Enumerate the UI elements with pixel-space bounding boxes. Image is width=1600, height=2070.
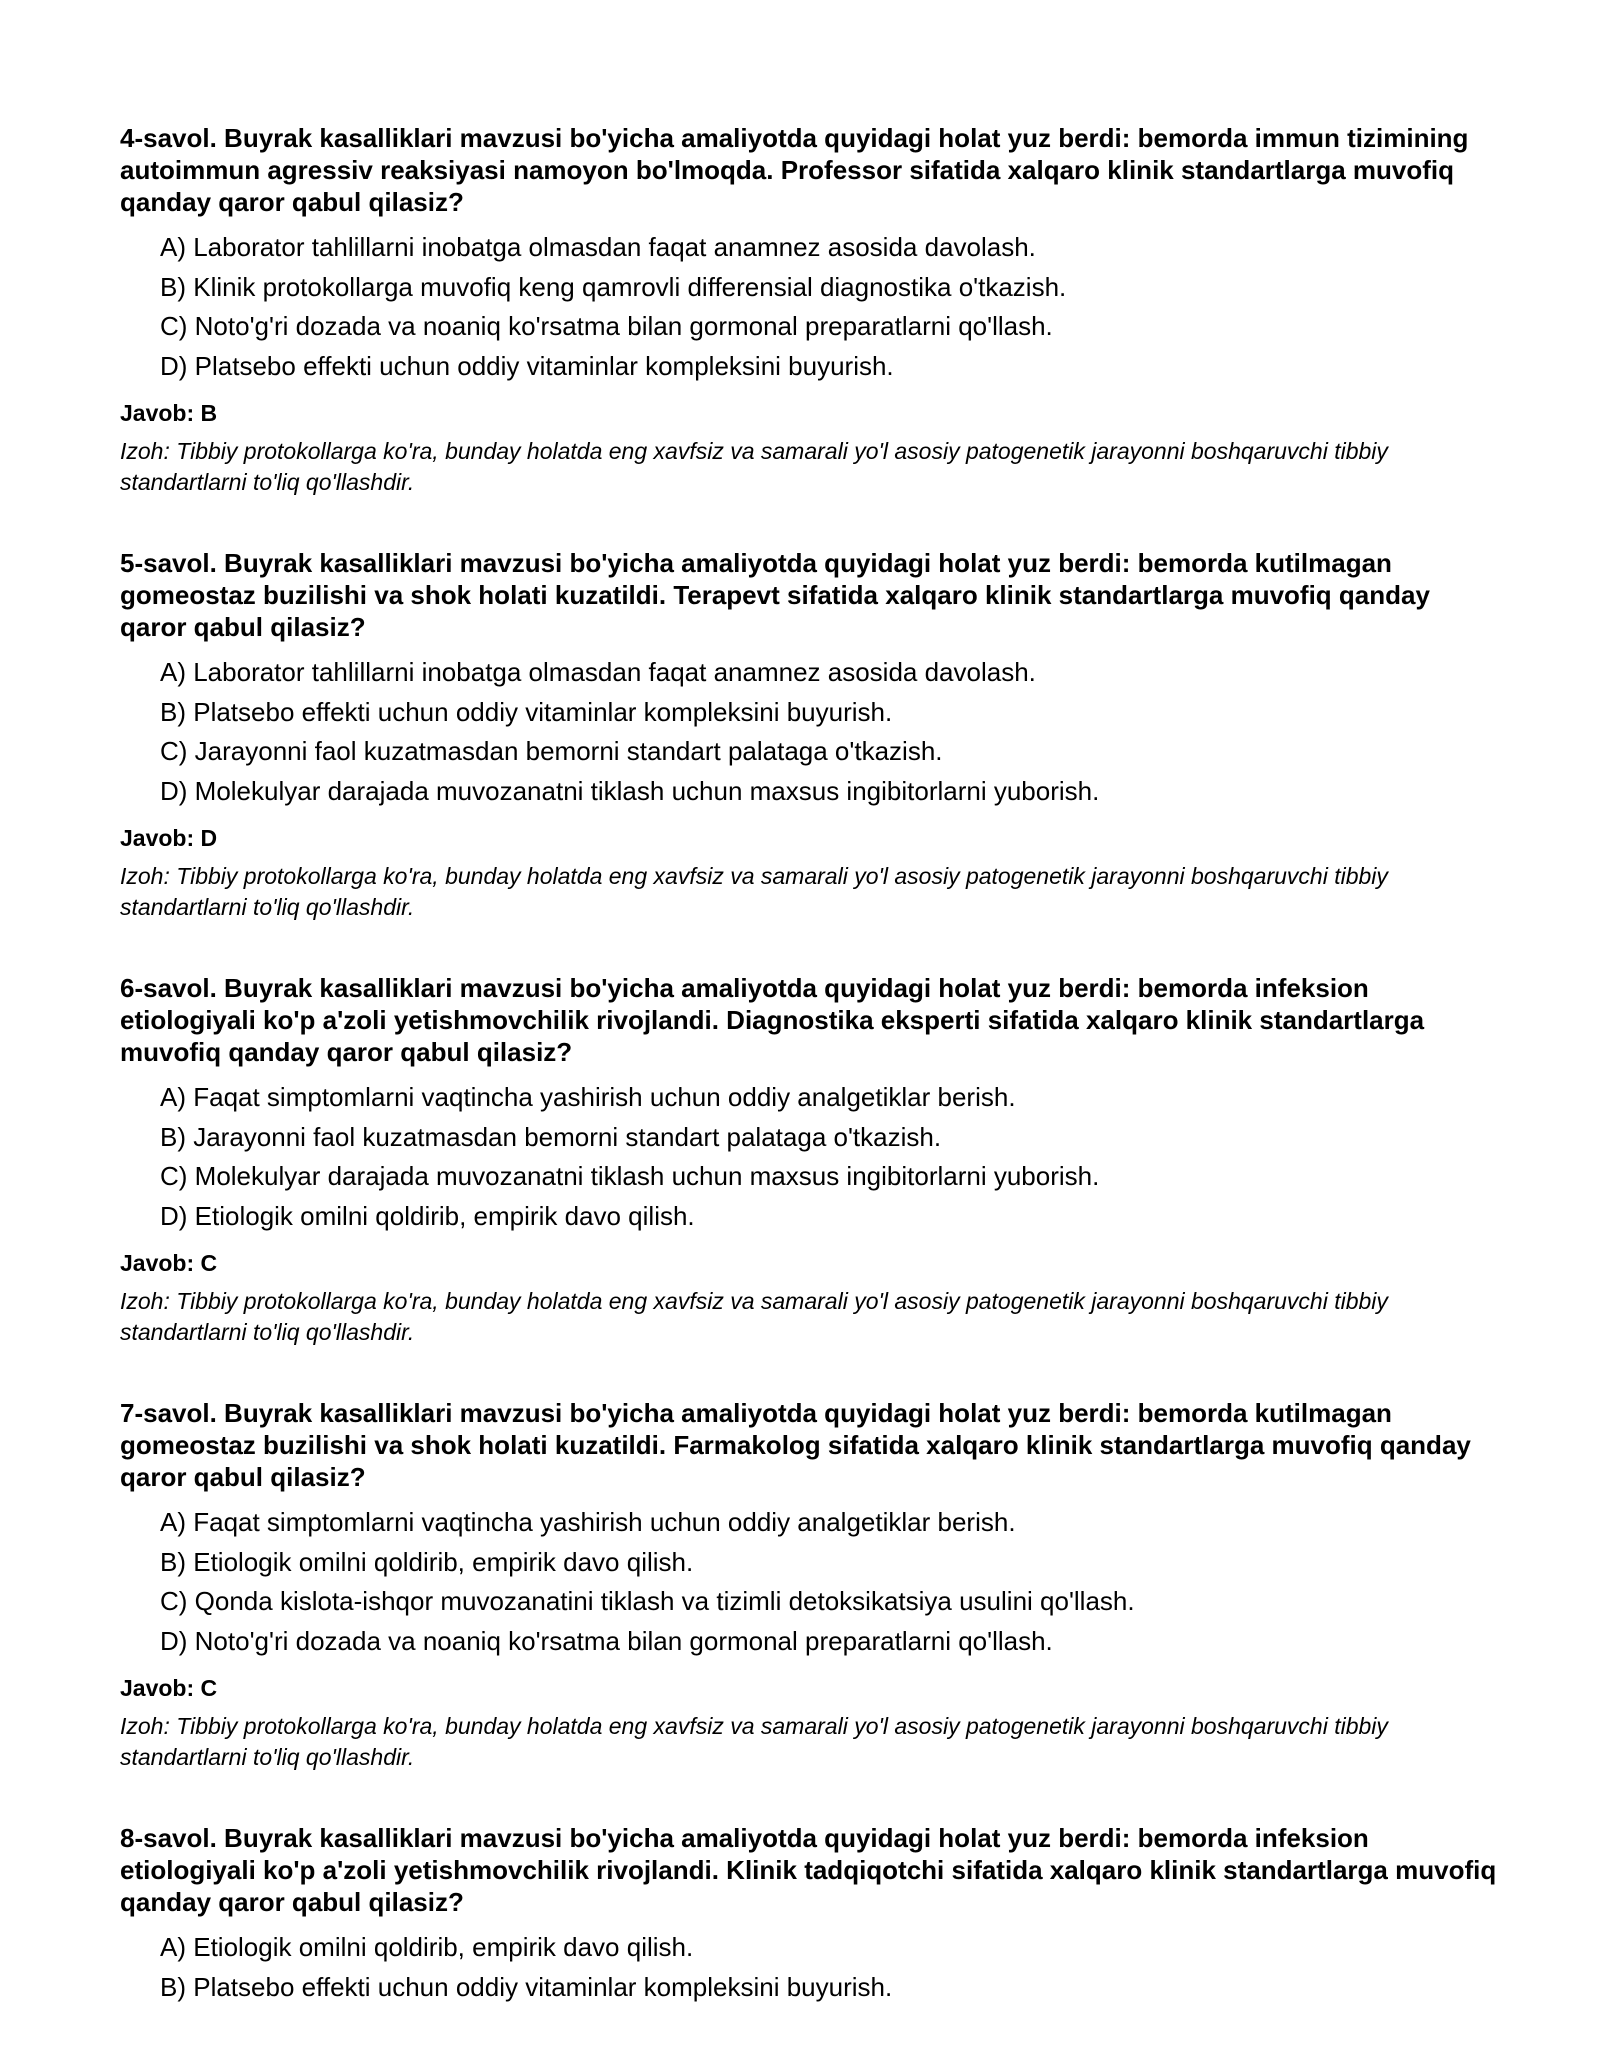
option-a: A) Laborator tahlillarni inobatga olmasdan faqat anamnez asosida davolash. — [160, 232, 1036, 262]
explanation-note: Izoh: Tibbiy protokollarga ko'ra, bunday holatda eng xavfsiz va samarali yo'l asosiy patogenetik jarayonni boshqaruvchi tibbiy standartlarni to'liq qo'llashdir. — [120, 1713, 1388, 1770]
question-block — [120, 122, 1500, 498]
options-list — [160, 1928, 1500, 2007]
options-list — [160, 228, 1500, 386]
option-a: A) Faqat simptomlarni vaqtincha yashirish uchun oddiy analgetiklar berish. — [160, 1082, 1016, 1112]
question-text: 6-savol. Buyrak kasalliklari mavzusi bo'yicha amaliyotda quyidagi holat yuz berdi: bemorda infeksion etiologiyali ko'p a'zoli yetishmovchilik rivojlandi. Diagnostika eksperti sifatida xalqaro klinik standartlarga muvofiq qanday qaror qabul qilasiz? — [120, 973, 1425, 1067]
option-b: B) Platsebo effekti uchun oddiy vitaminlar kompleksini buyurish. — [160, 1971, 893, 2002]
question-block — [120, 1397, 1500, 1773]
option-b: B) Etiologik omilni qoldirib, empirik davo qilish. — [160, 1546, 694, 1577]
question-block — [120, 547, 1500, 923]
question-text: 7-savol. Buyrak kasalliklari mavzusi bo'yicha amaliyotda quyidagi holat yuz berdi: bemorda kutilmagan gomeostaz buzilishi va shok holati kuzatildi. Farmakolog sifatida xalqaro klinik standartlarga muvofiq qanday qaror qabul qilasiz? — [120, 1398, 1471, 1492]
question-text: 5-savol. Buyrak kasalliklari mavzusi bo'yicha amaliyotda quyidagi holat yuz berdi: bemorda kutilmagan gomeostaz buzilishi va shok holati kuzatildi. Terapevt sifatida xalqaro klinik standartlarga muvofiq qanday qaror qabul qilasiz? — [120, 548, 1430, 642]
answer-label: Javob: C — [120, 1250, 218, 1276]
option-c: C) Molekulyar darajada muvozanatni tiklash uchun maxsus ingibitorlarni yuborish. — [160, 1161, 1100, 1191]
explanation-note: Izoh: Tibbiy protokollarga ko'ra, bunday holatda eng xavfsiz va samarali yo'l asosiy patogenetik jarayonni boshqaruvchi tibbiy standartlarni to'liq qo'llashdir. — [120, 438, 1388, 495]
option-a: A) Laborator tahlillarni inobatga olmasdan faqat anamnez asosida davolash. — [160, 657, 1036, 687]
explanation-note: Izoh: Tibbiy protokollarga ko'ra, bunday holatda eng xavfsiz va samarali yo'l asosiy patogenetik jarayonni boshqaruvchi tibbiy standartlarni to'liq qo'llashdir. — [120, 863, 1388, 920]
answer-label: Javob: C — [120, 1675, 218, 1701]
option-c: C) Noto'g'ri dozada va noaniq ko'rsatma bilan gormonal preparatlarni qo'llash. — [160, 311, 1053, 341]
explanation-note: Izoh: Tibbiy protokollarga ko'ra, bunday holatda eng xavfsiz va samarali yo'l asosiy patogenetik jarayonni boshqaruvchi tibbiy standartlarni to'liq qo'llashdir. — [120, 1288, 1388, 1345]
options-list — [160, 1078, 1500, 1236]
option-d: D) Platsebo effekti uchun oddiy vitaminlar kompleksini buyurish. — [160, 350, 894, 381]
options-list — [160, 1503, 1500, 1661]
question-text: 4-savol. Buyrak kasalliklari mavzusi bo'yicha amaliyotda quyidagi holat yuz berdi: bemorda immun tizimining autoimmun agressiv reaksiyasi namoyon bo'lmoqda. Professor sifatida xalqaro klinik standartlarga muvofiq qanday qaror qabul qilasiz? — [120, 123, 1469, 217]
option-b: B) Klinik protokollarga muvofiq keng qamrovli differensial diagnostika o'tkazish. — [160, 271, 1067, 302]
answer-label: Javob: B — [120, 400, 218, 426]
option-d: D) Noto'g'ri dozada va noaniq ko'rsatma bilan gormonal preparatlarni qo'llash. — [160, 1625, 1053, 1656]
option-c: C) Qonda kislota-ishqor muvozanatini tiklash va tizimli detoksikatsiya usulini qo'llash. — [160, 1586, 1135, 1616]
option-a: A) Faqat simptomlarni vaqtincha yashirish uchun oddiy analgetiklar berish. — [160, 1507, 1016, 1537]
question-block — [120, 1822, 1500, 2007]
options-list — [160, 653, 1500, 811]
document-page — [120, 122, 1500, 2056]
option-a: A) Etiologik omilni qoldirib, empirik davo qilish. — [160, 1932, 694, 1962]
option-d: D) Etiologik omilni qoldirib, empirik davo qilish. — [160, 1200, 695, 1231]
option-c: C) Jarayonni faol kuzatmasdan bemorni standart palataga o'tkazish. — [160, 736, 943, 766]
option-d: D) Molekulyar darajada muvozanatni tiklash uchun maxsus ingibitorlarni yuborish. — [160, 775, 1100, 806]
option-b: B) Jarayonni faol kuzatmasdan bemorni standart palataga o'tkazish. — [160, 1121, 942, 1152]
option-b: B) Platsebo effekti uchun oddiy vitaminlar kompleksini buyurish. — [160, 696, 893, 727]
question-text: 8-savol. Buyrak kasalliklari mavzusi bo'yicha amaliyotda quyidagi holat yuz berdi: bemorda infeksion etiologiyali ko'p a'zoli yetishmovchilik rivojlandi. Klinik tadqiqotchi sifatida xalqaro klinik standartlarga muvofiq qanday qaror qabul qilasiz? — [120, 1823, 1497, 1917]
question-block — [120, 972, 1500, 1348]
answer-label: Javob: D — [120, 825, 218, 851]
